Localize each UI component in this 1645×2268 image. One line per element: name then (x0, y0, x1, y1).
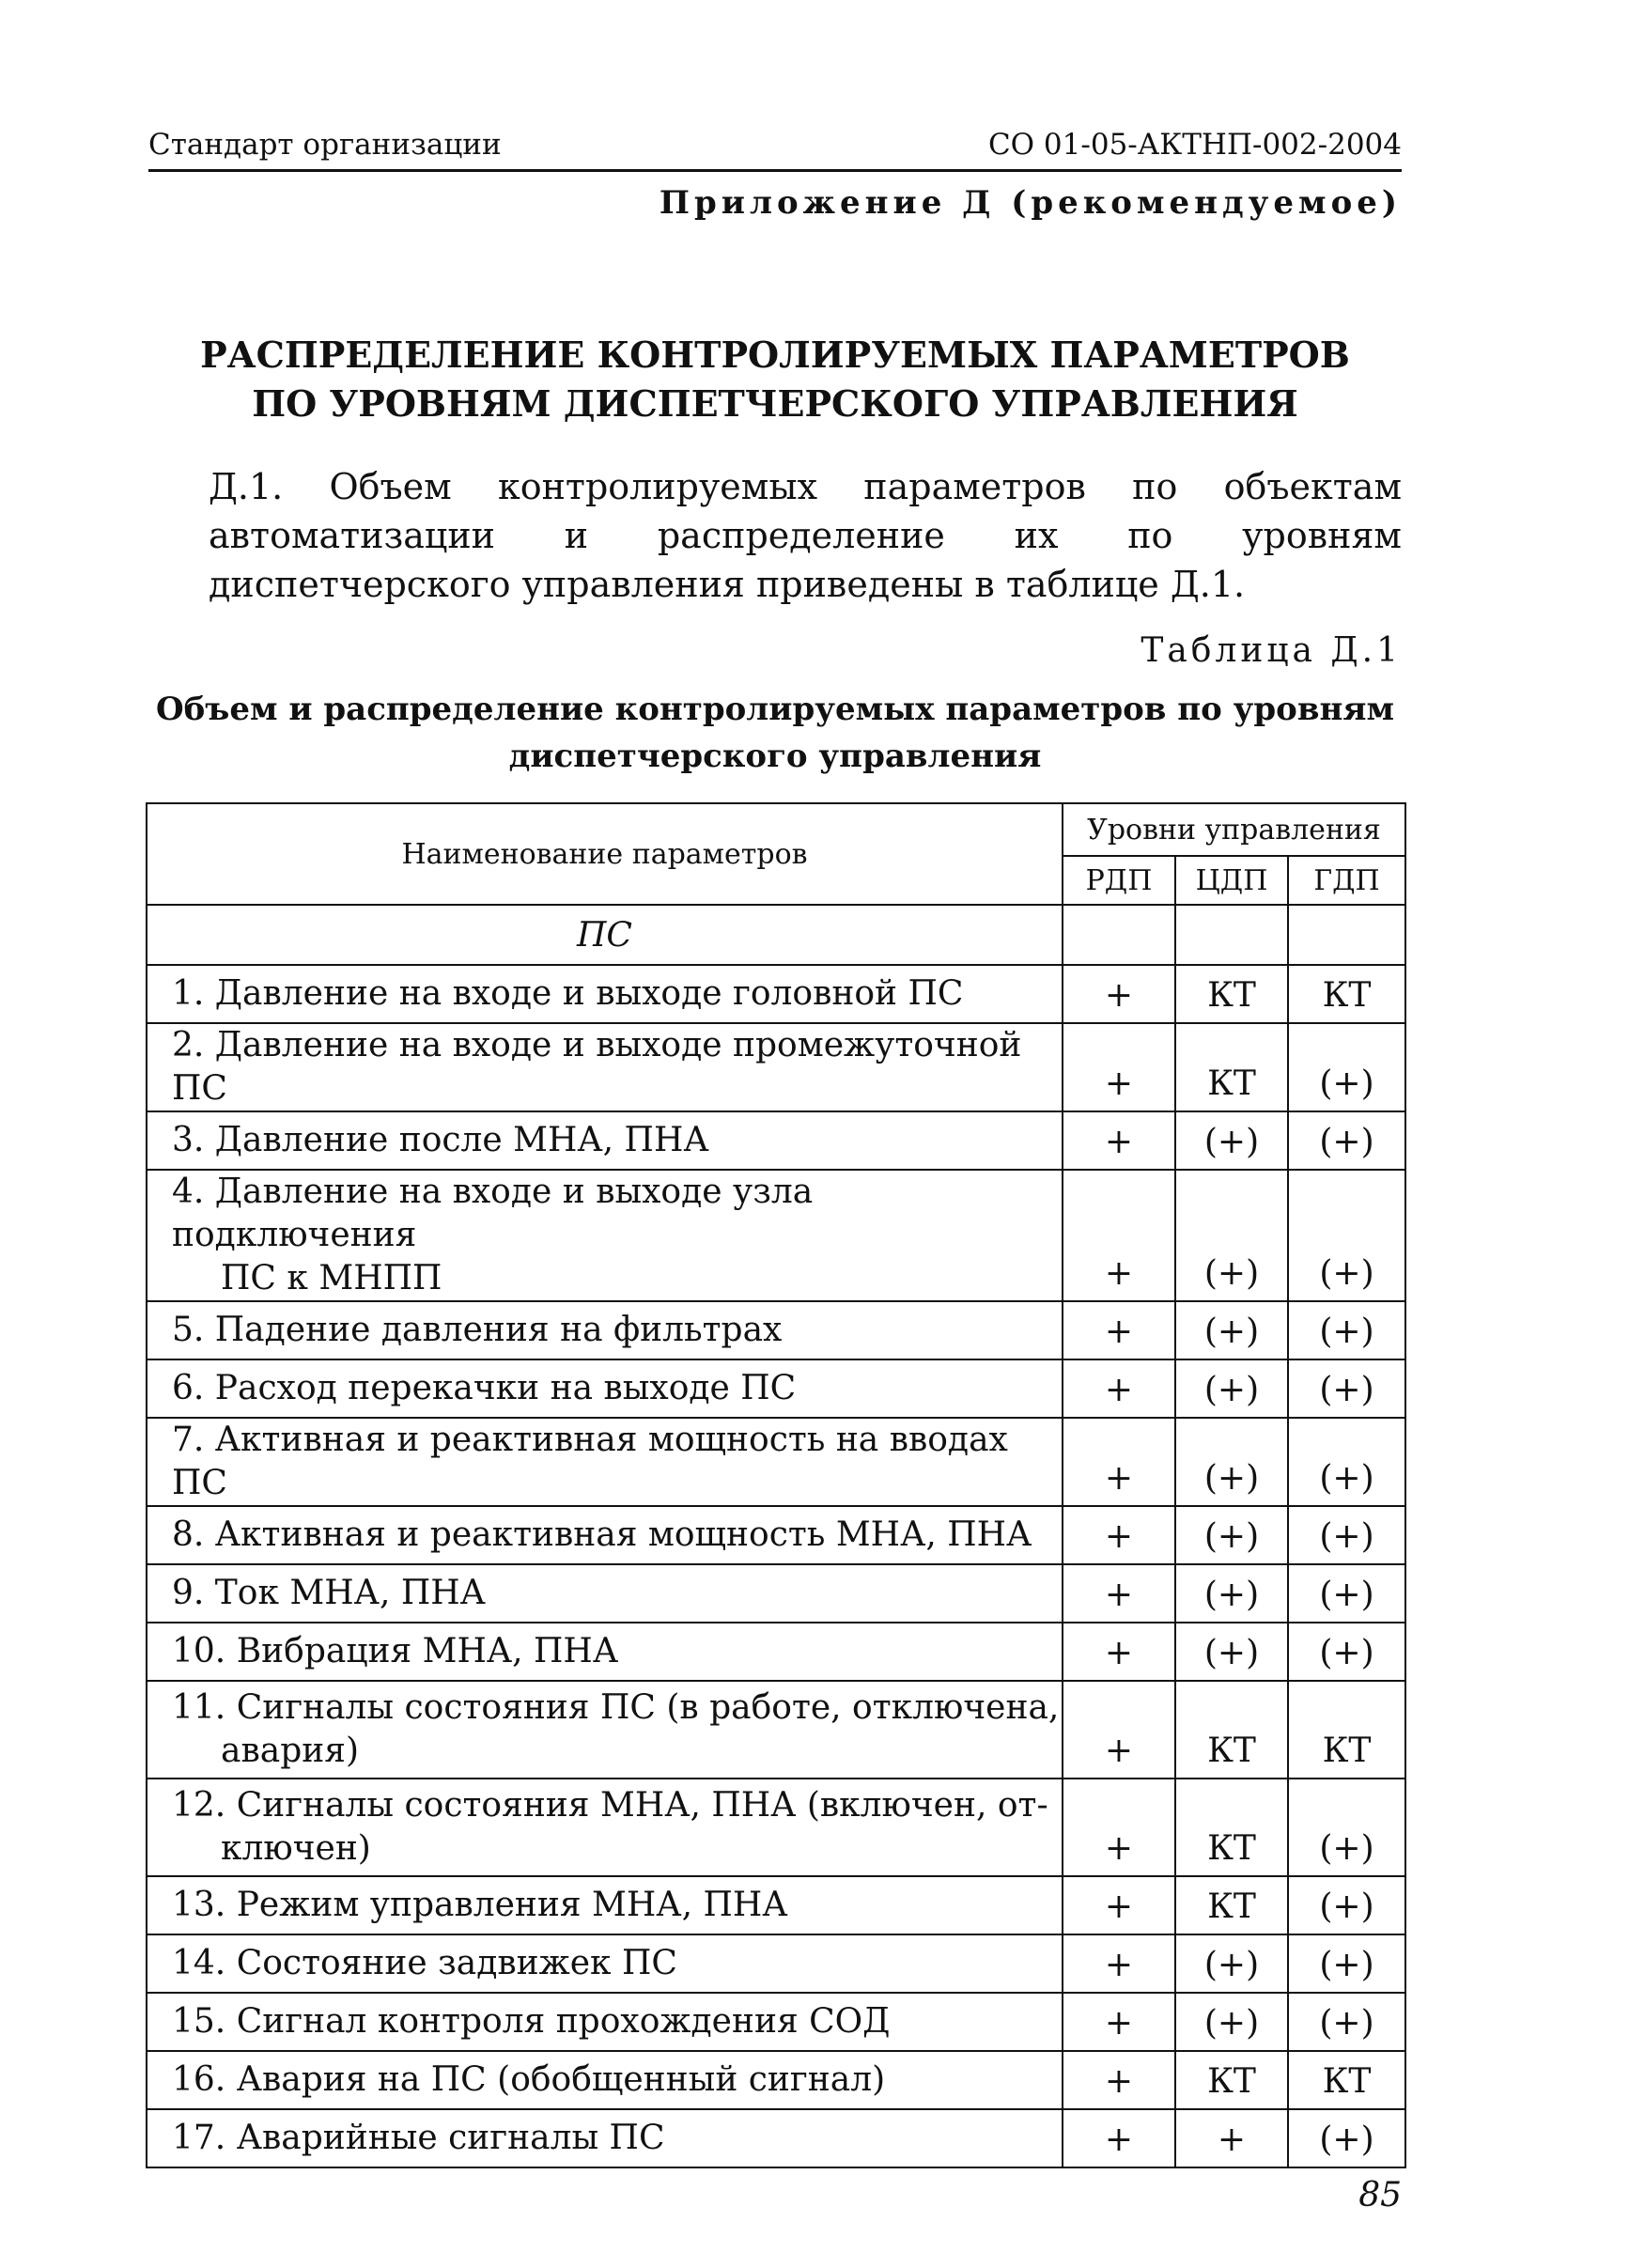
parameter-name (147, 1301, 1063, 1359)
running-header (148, 118, 1402, 172)
header-document-code: СО 01-05-АКТНП-002-2004 (987, 128, 1402, 162)
rdp-value: + (1063, 1934, 1175, 1993)
header-control-levels: Уровни управления (1063, 803, 1405, 856)
gdp-value: (+) (1288, 1876, 1405, 1934)
gdp-value: (+) (1288, 1564, 1405, 1623)
parameter-name (147, 965, 1063, 1023)
intro-paragraph (148, 462, 1402, 609)
gdp-value: КТ (1288, 965, 1405, 1023)
gdp-value: (+) (1288, 1623, 1405, 1681)
parameter-name-line: 8. Активная и реактивная мощность МНА, ПНА (172, 1515, 1032, 1554)
gdp-value: (+) (1288, 1023, 1405, 1111)
gdp-value: (+) (1288, 1418, 1405, 1506)
parameter-name (147, 1934, 1063, 1993)
gdp-value: (+) (1288, 1111, 1405, 1170)
gdp-value: (+) (1288, 2109, 1405, 2167)
cdp-value: КТ (1175, 1876, 1288, 1934)
parameter-name (147, 1359, 1063, 1418)
table-row (147, 1934, 1405, 1993)
parameter-name-line: 16. Авария на ПС (обобщенный сигнал) (172, 2060, 886, 2099)
parameter-name (147, 1023, 1063, 1111)
parameter-name-line: 5. Падение давления на фильтрах (172, 1311, 783, 1349)
cdp-value: (+) (1175, 1418, 1288, 1506)
parameter-name (147, 1623, 1063, 1681)
parameter-name-line: авария) (221, 1732, 359, 1770)
rdp-value: + (1063, 1876, 1175, 1934)
table-row (147, 1506, 1405, 1564)
gdp-value: (+) (1288, 1506, 1405, 1564)
cdp-value: КТ (1175, 1681, 1288, 1779)
rdp-value: + (1063, 2109, 1175, 2167)
rdp-value: + (1063, 1170, 1175, 1301)
parameter-name-line: 11. Сигналы состояния ПС (в работе, отключена, (172, 1688, 1060, 1727)
gdp-value: КТ (1288, 1681, 1405, 1779)
parameter-name-line: 7. Активная и реактивная мощность на вводах ПС (172, 1421, 1008, 1502)
rdp-value: + (1063, 1111, 1175, 1170)
rdp-value: + (1063, 965, 1175, 1023)
table-row (147, 1876, 1405, 1934)
table-body (147, 905, 1405, 2167)
gdp-value: (+) (1288, 1779, 1405, 1876)
caption-line-2: диспетчерского управления (508, 738, 1042, 775)
parameter-name-line: 17. Аварийные сигналы ПС (172, 2119, 665, 2157)
rdp-value: + (1063, 1418, 1175, 1506)
title-line-2: ПО УРОВНЯМ ДИСПЕТЧЕРСКОГО УПРАВЛЕНИЯ (252, 382, 1298, 425)
cdp-value: (+) (1175, 1111, 1288, 1170)
page-number: 85 (1358, 2176, 1402, 2214)
parameter-name-line: 3. Давление после МНА, ПНА (172, 1121, 709, 1159)
gdp-value: (+) (1288, 1359, 1405, 1418)
parameters-table (146, 802, 1406, 2168)
table-row (147, 1418, 1405, 1506)
parameter-name-line: ключен) (221, 1829, 371, 1868)
parameter-name (147, 1681, 1063, 1779)
caption-line-1: Объем и распределение контролируемых параметров по уровням (155, 691, 1395, 728)
rdp-value: + (1063, 1506, 1175, 1564)
title-line-1: РАСПРЕДЕЛЕНИЕ КОНТРОЛИРУЕМЫХ ПАРАМЕТРОВ (200, 334, 1350, 376)
parameter-name (147, 1111, 1063, 1170)
appendix-label: Приложение Д (рекомендуемое) (659, 184, 1402, 222)
rdp-value: + (1063, 1359, 1175, 1418)
cdp-value: КТ (1175, 965, 1288, 1023)
parameter-name-line: 14. Состояние задвижек ПС (172, 1944, 677, 1982)
header-organization: Стандарт организации (148, 128, 502, 162)
cdp-value: КТ (1175, 1779, 1288, 1876)
table-row (147, 1564, 1405, 1623)
rdp-value: + (1063, 1993, 1175, 2051)
parameter-name-line: 6. Расход перекачки на выходе ПС (172, 1369, 797, 1407)
cdp-value: (+) (1175, 1993, 1288, 2051)
table-row (147, 1111, 1405, 1170)
parameter-name-line: 10. Вибрация МНА, ПНА (172, 1632, 619, 1670)
gdp-value: (+) (1288, 1993, 1405, 2051)
parameter-name (147, 1564, 1063, 1623)
gdp-value: (+) (1288, 1301, 1405, 1359)
header-cdp: ЦДП (1175, 856, 1288, 905)
parameter-name (147, 1506, 1063, 1564)
parameter-name-line: 4. Давление на входе и выходе узла подключения (172, 1173, 814, 1254)
parameter-name (147, 1170, 1063, 1301)
rdp-value: + (1063, 2051, 1175, 2109)
parameter-name-line: 9. Ток МНА, ПНА (172, 1574, 486, 1612)
cdp-value: (+) (1175, 1506, 1288, 1564)
parameter-name (147, 1418, 1063, 1506)
header-parameter-name: Наименование параметров (147, 803, 1063, 905)
cdp-value: КТ (1175, 1023, 1288, 1111)
cdp-value: (+) (1175, 1564, 1288, 1623)
table-row (147, 1681, 1405, 1779)
table-row (147, 1023, 1405, 1111)
table-row (147, 965, 1405, 1023)
parameter-name (147, 1779, 1063, 1876)
table-row (147, 1623, 1405, 1681)
parameter-name-line: ПС к МНПП (221, 1259, 442, 1297)
parameter-name (147, 1876, 1063, 1934)
table-row (147, 1301, 1405, 1359)
parameter-name-line: 13. Режим управления МНА, ПНА (172, 1886, 788, 1924)
gdp-value: (+) (1288, 1170, 1405, 1301)
parameter-name (147, 2109, 1063, 2167)
parameter-name-line: 1. Давление на входе и выходе головной ПС (172, 974, 964, 1013)
table-row (147, 1359, 1405, 1418)
cdp-value: (+) (1175, 1623, 1288, 1681)
section-row (147, 905, 1405, 965)
parameter-name-line: 15. Сигнал контроля прохождения СОД (172, 2002, 891, 2041)
gdp-value: КТ (1288, 2051, 1405, 2109)
cdp-value: КТ (1175, 2051, 1288, 2109)
table-caption (148, 686, 1402, 780)
cdp-value: (+) (1175, 1301, 1288, 1359)
table-row (147, 1779, 1405, 1876)
paragraph-text: Д.1. Объем контролируемых параметров по объектам автоматизации и распределение их по уровням диспетчерского управления приведены в таблице Д.1. (209, 466, 1402, 605)
parameter-name (147, 2051, 1063, 2109)
table-row (147, 2051, 1405, 2109)
rdp-value: + (1063, 1623, 1175, 1681)
rdp-value: + (1063, 1564, 1175, 1623)
cdp-value: + (1175, 2109, 1288, 2167)
rdp-value: + (1063, 1681, 1175, 1779)
rdp-value: + (1063, 1023, 1175, 1111)
cdp-value: (+) (1175, 1170, 1288, 1301)
section-label: ПС (147, 905, 1063, 965)
rdp-value: + (1063, 1301, 1175, 1359)
parameter-name (147, 1993, 1063, 2051)
cdp-value: (+) (1175, 1359, 1288, 1418)
rdp-value: + (1063, 1779, 1175, 1876)
header-gdp: ГДП (1288, 856, 1405, 905)
header-rdp: РДП (1063, 856, 1175, 905)
page-title (148, 331, 1402, 428)
parameter-name-line: 2. Давление на входе и выходе промежуточной ПС (172, 1026, 1022, 1108)
table-row (147, 1170, 1405, 1301)
cdp-value: (+) (1175, 1934, 1288, 1993)
gdp-value: (+) (1288, 1934, 1405, 1993)
table-label: Таблица Д.1 (1141, 631, 1402, 670)
parameter-name-line: 12. Сигналы состояния МНА, ПНА (включен, от- (172, 1786, 1048, 1825)
table-row (147, 2109, 1405, 2167)
table-row (147, 1993, 1405, 2051)
